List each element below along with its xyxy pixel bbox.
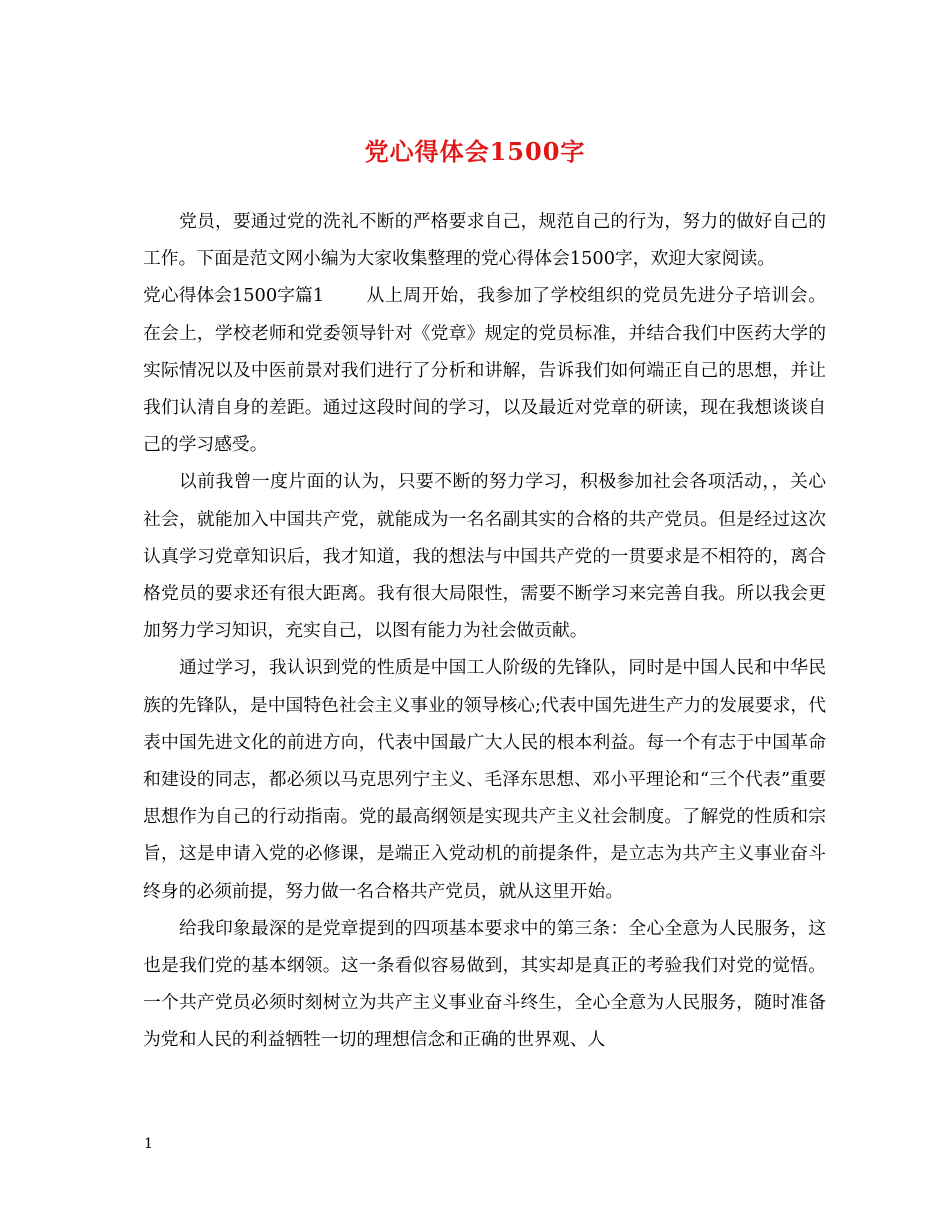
document-title: 党心得体会1500字 <box>364 137 586 166</box>
intro-paragraph: 党员，要通过党的洗礼不断的严格要求自己，规范自己的行为，努力的做好自己的工作。下面是范文网小编为大家收集整理的党心得体会1500字，欢迎大家阅读。 <box>143 211 826 270</box>
page-number: 1 <box>144 1136 153 1152</box>
section-first-paragraph-text: 从上周开始，我参加了学校组织的党员先进分子培训会。在会上，学校老师和党委领导针对《党章》规定的党员标准，并结合我们中医药大学的实际情况以及中医前景对我们进行了分析和讲解，告诉我们如何端正自己的思想，并让我们认清自身的差距。通过这段时间的学习，以及最近对党章的研读，现在我想谈谈自己的学习感受。 <box>143 285 826 456</box>
section-heading: 党心得体会1500字篇1 <box>143 285 325 307</box>
body-paragraph: 给我印象最深的是党章提到的四项基本要求中的第三条：全心全意为人民服务，这也是我们党的基本纲领。这一条看似容易做到，其实却是真正的考验我们对党的觉悟。一个共产党员必须时刻树立为共产主义事业奋斗终生，全心全意为人民服务，随时准备为党和人民的利益牺牲一切的理想信念和正确的世界观、人 <box>143 917 826 1051</box>
section-first-paragraph <box>143 277 826 463</box>
document-body <box>143 203 826 1059</box>
body-paragraph: 通过学习，我认识到党的性质是中国工人阶级的先锋队，同时是中国人民和中华民族的先锋队，是中国特色社会主义事业的领导核心;代表中国先进生产力的发展要求，代表中国先进文化的前进方向，代表中国最广大人民的根本利益。每一个有志于中国革命和建设的同志，都必须以马克思列宁主义、毛泽东思想、邓小平理论和“三个代表”重要思想作为自己的行动指南。党的最高纲领是实现共产主义社会制度。了解党的性质和宗旨，这是申请入党的必修课，是端正入党动机的前提条件，是立志为共产主义事业奋斗终身的必须前提，努力做一名合格共产党员，就从这里开始。 <box>143 657 826 902</box>
body-paragraph: 以前我曾一度片面的认为，只要不断的努力学习，积极参加社会各项活动，，关心社会，就能加入中国共产党，就能成为一名名副其实的合格的共产党员。但是经过这次认真学习党章知识后，我才知道，我的想法与中国共产党的一贯要求是不相符的，离合格党员的要求还有很大距离。我有很大局限性，需要不断学习来完善自我。所以我会更加努力学习知识，充实自己，以图有能力为社会做贡献。 <box>143 471 826 642</box>
